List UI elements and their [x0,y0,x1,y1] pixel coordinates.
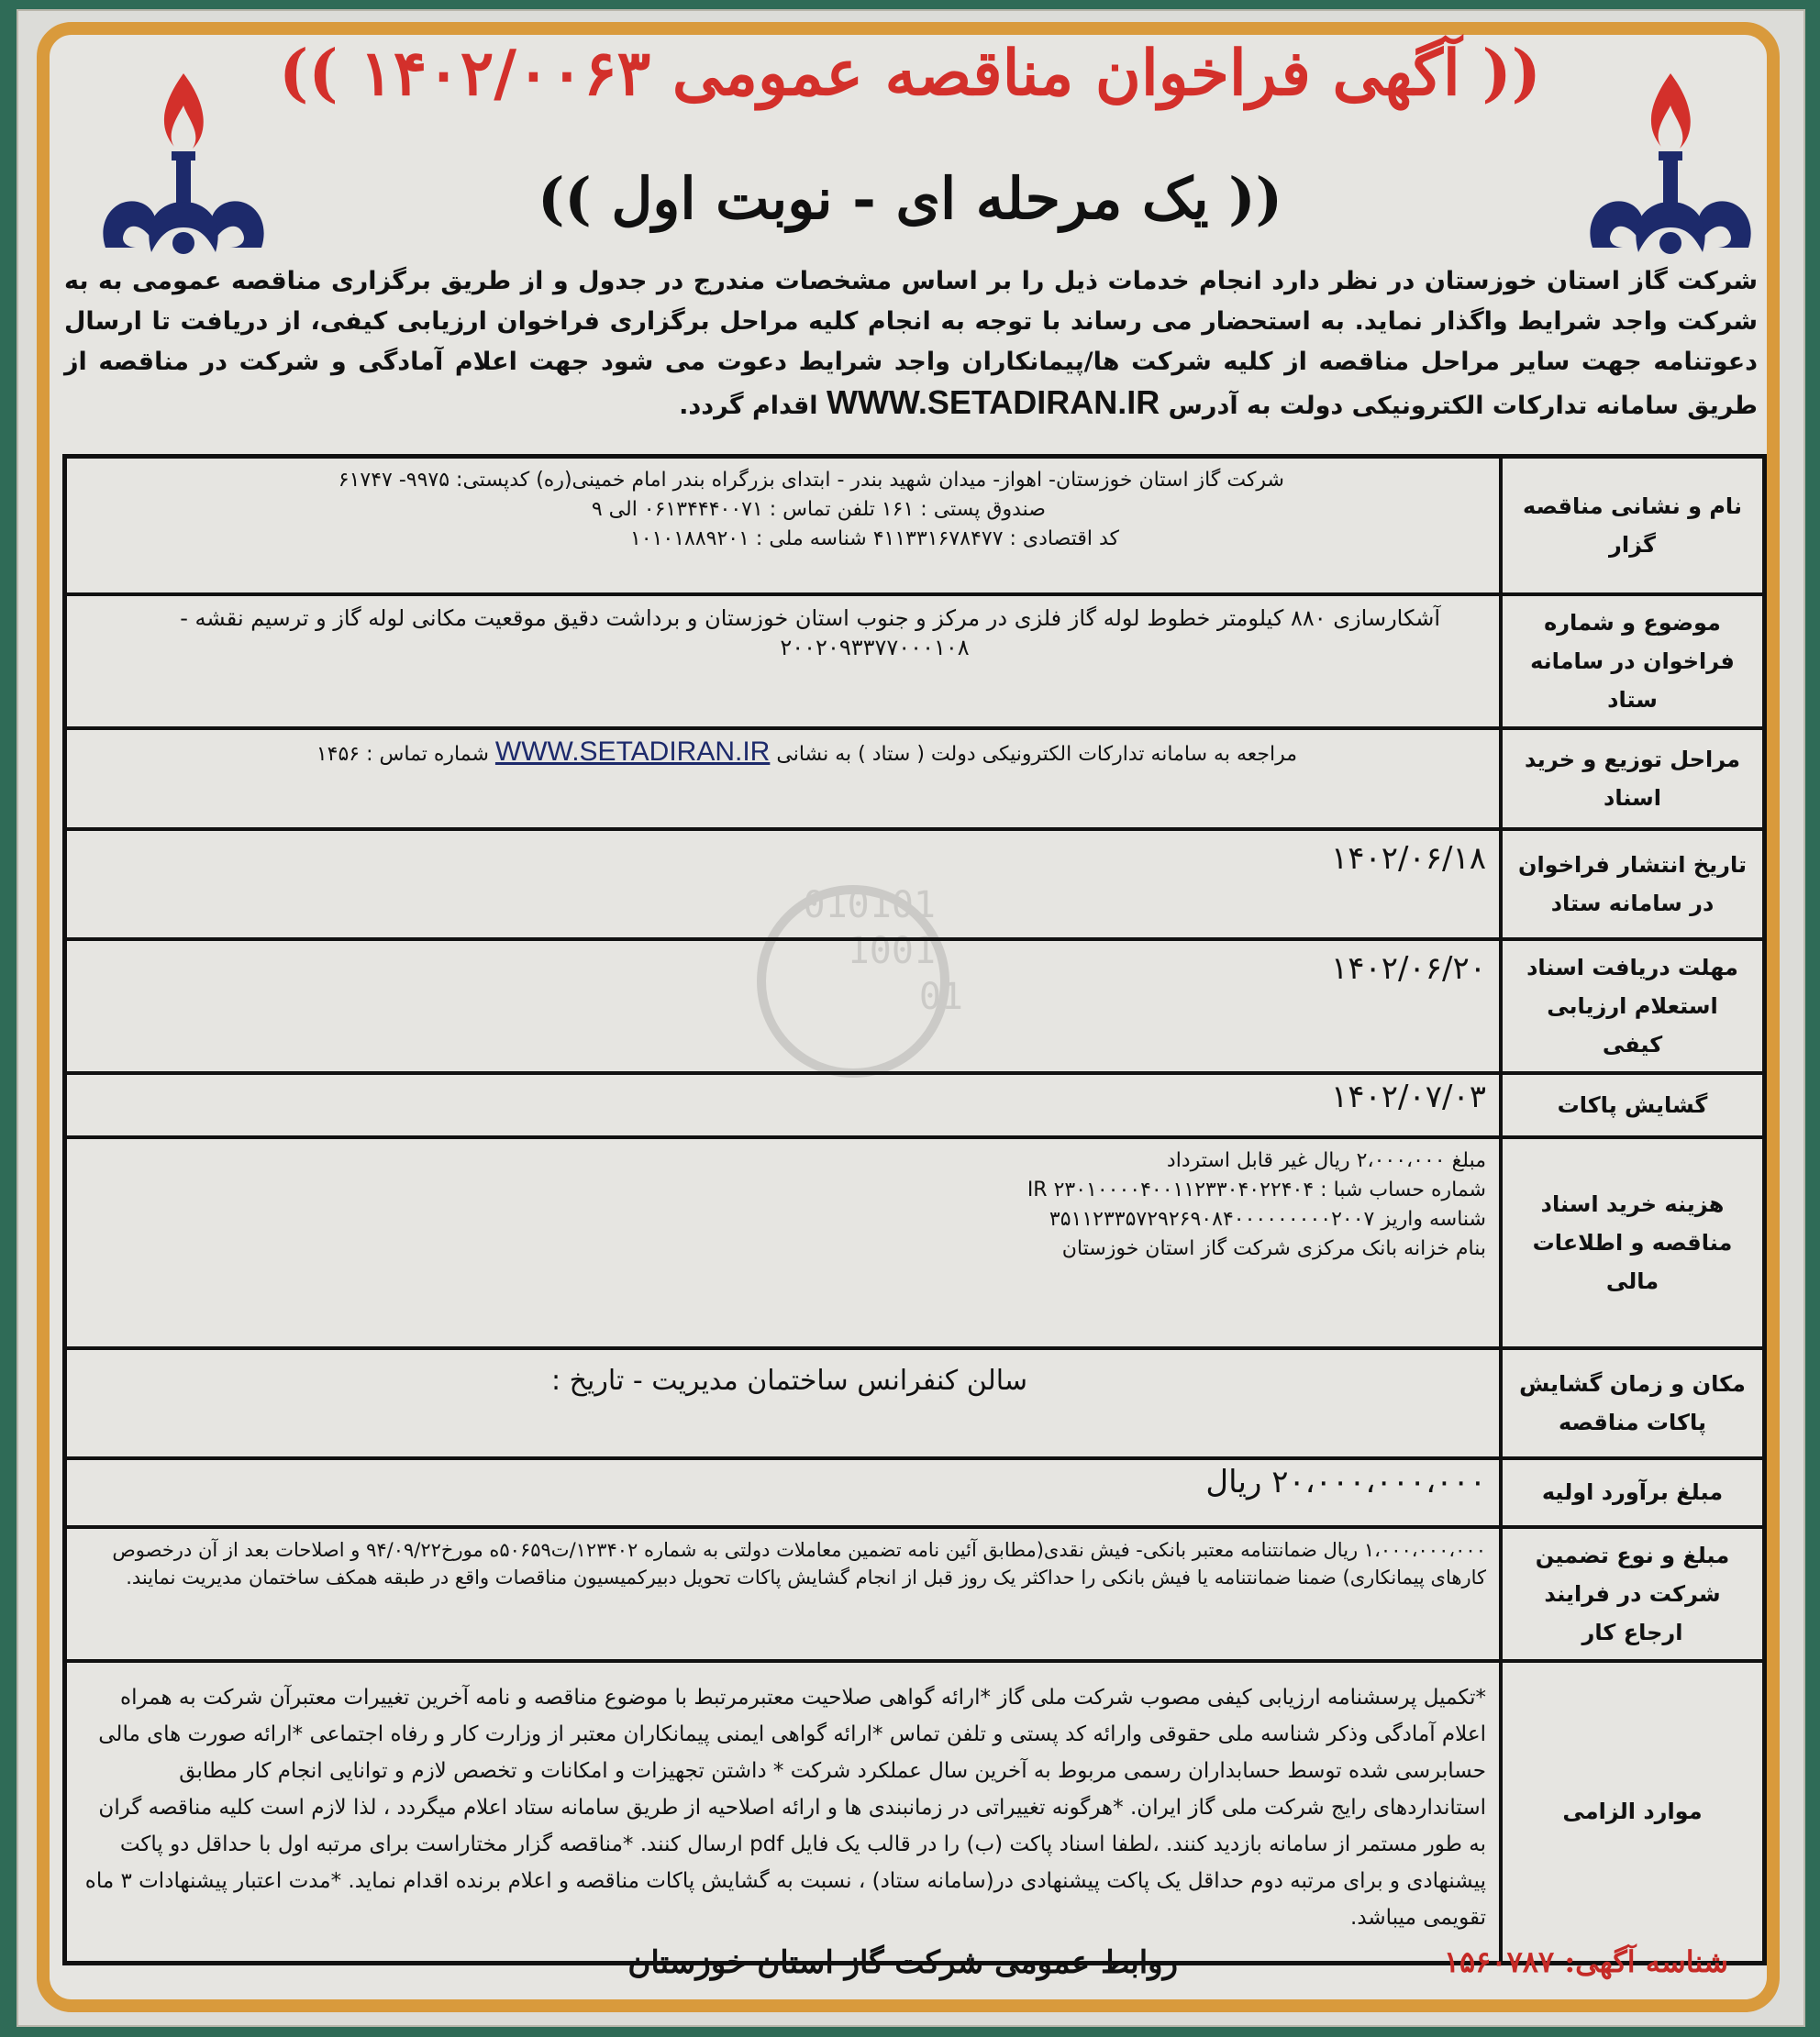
table-row [65,939,1765,1073]
row-label: مهلت دریافت اسناد استعلام ارزیابی کیفی [1501,939,1765,1073]
row-label: مبلغ برآورد اولیه [1501,1458,1765,1527]
row-value [65,728,1502,829]
sheba-number: شماره حساب شبا : IR ۲۳۰۱۰۰۰۰۴۰۰۱۱۲۳۳۰۴۰۲۲۴۰۴ [1027,1178,1486,1201]
svg-text:010101: 010101 [803,884,936,926]
row-label: مکان و زمان گشایش پاکات مناقصه [1501,1348,1765,1458]
account-holder: بنام خزانه بانک مرکزی شرکت گاز استان خوزستان [1061,1236,1486,1260]
publisher-name: روابط عمومی شرکت گاز استان خوزستان [627,1944,1178,1981]
ad-id: شناسه آگهی: ۱۵۶۰۷۸۷ [1443,1944,1728,1979]
row-value [65,1527,1502,1661]
tender-info-table [62,454,1767,1965]
table-row [65,1458,1765,1527]
requirements-text: *تکمیل پرسشنامه ارزیابی کیفی مصوب شرکت ملی گاز *ارائه گواهی صلاحیت معتبرمرتبط با موضوع مناقصه و نامه آخرین تغییرات معتبرآن شرکت به همراه اعلام آمادگی وذکر شناسه ملی حقوقی وارائه کد پستی و تلفن تماس *ارائه گواهی ایمنی پیمانکاران معتبر از وزارت کار و رفاه اجتماعی *ارائه صورت های مالی حسابرسی شده توسط حسابداران رسمی مربوط به آخرین سال عملکرد شرکت * داشتن تجهیزات و امکانات و تخصص لازم و توانایی انجام کار مطابق استانداردهای رایج شرکت ملی گاز ایران. *هرگونه تغییراتی در زمانبندی ها و ارائه اصلاحیه از طریق سامانه ستاد اعلام میگردد ، لذا لازم است کلیه مناقصه گران به طور مستمر از سامانه بازدید کنند. ،لطفا اسناد پاکت (ب) را در قالب یک فایل pdf ارسال کنند. *مناقصه گزار مختاراست برای مرتبه اول با حداقل دو پاکت پیشنهادی و برای مرتبه دوم حداقل یک پاکت پیشنهادی در(سامانه ستاد) ، نسبت به گشایش پاکات مناقصه و اعلام برنده اقدام نماید. *مدت اعتبار پیشنهادات ۳ ماه تقویمی میباشد. [84,1685,1486,1930]
distribution-text: مراجعه به سامانه تدارکات الکترونیکی دولت ( ستاد ) به نشانی [776,742,1297,766]
row-label: موارد الزامی [1501,1661,1765,1964]
subject-line: آشکارسازی ۸۸۰ کیلومتر خطوط لوله گاز فلزی در مرکز و جنوب استان خوزستان و برداشت دقیق موقعیت مکانی لوله گاز و ترسیم نقشه - [180,604,1440,631]
row-value [65,594,1502,728]
svg-text:1001: 1001 [847,930,936,972]
economic-code-line: کد اقتصادی : ۴۱۱۳۳۱۶۷۸۴۷۷ شناسه ملی : ۱۰۱۰۱۸۸۹۲۰۱ [629,527,1119,550]
intro-url: WWW.SETADIRAN.IR [826,383,1160,421]
row-value [65,1661,1502,1964]
address-line: شرکت گاز استان خوزستان- اهواز- میدان شهید بندر - ابتدای بزرگراه بندر امام خمینی(ره) کدپستی: ۹۹۷۵- ۶۱۷۴۷ [338,469,1284,492]
row-label: موضوع و شماره فراخوان در سامانه ستاد [1501,594,1765,728]
guarantee-details: ۱،۰۰۰،۰۰۰،۰۰۰ ریال ضمانتنامه معتبر بانکی- فیش نقدی(مطابق آئین نامه تضمین معاملات دولتی به شماره ۱۲۳۴۰۲/ت۵۰۶۵۹ه مورخ۹۴/۰۹/۲۲ و اصلاحات بعد از آن درخصوص کارهای پیمانکاری) ضمنا ضمانتنامه یا فیش بانکی را حداکثر یک روز قبل از انجام گشایش پاکات تحویل دبیرکمیسیون مناقصات واقع در طبقه همکف ساختمان مدیریت نمایند. [112,1538,1486,1589]
tender-number: ۲۰۰۲۰۹۳۳۷۷۰۰۰۱۰۸ [780,634,970,660]
opening-location: سالن کنفرانس ساختمان مدیریت - تاریخ : [550,1364,1027,1397]
estimated-amount: ۲۰،۰۰۰،۰۰۰،۰۰۰ ریال [1205,1463,1486,1500]
publish-date: ۱۴۰۲/۰۶/۱۸ [1330,839,1486,877]
row-label: مراحل توزیع و خرید اسناد [1501,728,1765,829]
row-value [65,457,1502,594]
table-row [65,1348,1765,1458]
setad-link[interactable]: WWW.SETADIRAN.IR [494,736,771,767]
row-value [65,1348,1502,1458]
payment-id: شناسه واریز ۳۵۱۱۲۳۳۵۷۲۹۲۶۹۰۸۴۰۰۰۰۰۰۰۰۰۲۰۰۷ [1049,1207,1486,1231]
table-row [65,728,1765,829]
row-label: تاریخ انتشار فراخوان در سامانه ستاد [1501,829,1765,939]
table-row [65,1661,1765,1964]
row-label: هزینه خرید اسناد مناقصه و اطلاعات مالی [1501,1137,1765,1348]
ad-title: (( آگهی فراخوان مناقصه عمومی ۱۴۰۲/۰۰۶۳ )) [279,37,1541,110]
table-row [65,457,1765,594]
ad-subtitle: (( یک مرحله ای - نوبت اول )) [538,165,1282,232]
table-row [65,1137,1765,1348]
opening-date: ۱۴۰۲/۰۷/۰۳ [1330,1078,1486,1115]
table-row [65,1527,1765,1661]
row-value [65,1458,1502,1527]
row-value [65,1137,1502,1348]
table-row [65,594,1765,728]
intro-end: اقدام گردد. [679,392,818,420]
row-value [65,1073,1502,1137]
contact-number: شماره تماس : ۱۴۵۶ [316,742,489,766]
row-value [65,829,1502,939]
table-row [65,829,1765,939]
intro-text: شرکت گاز استان خوزستان در نظر دارد انجام خدمات ذیل را بر اساس مشخصات مندرج در جدول و از طریق برگزاری مناقصه عمومی به به شرکت واجد شرایط واگذار نماید. به استحضار می رساند با توجه به انجام کلیه مراحل برگزاری فراخوان ارزیابی کیفی، از دریافت تا ارسال دعوتنامه جهت سایر مراحل مناقصه از کلیه شرکت ها/پیمانکاران واجد شرایط دعوت می شود جهت اعلام آمادگی و شرکت در مناقصه از طریق سامانه تدارکات الکترونیکی دولت به آدرس [64,267,1758,420]
row-value [65,939,1502,1073]
intro-paragraph [64,261,1758,426]
deadline-date: ۱۴۰۲/۰۶/۲۰ [1330,949,1486,987]
contact-line: صندوق پستی : ۱۶۱ تلفن تماس : ۰۶۱۳۴۴۴۰۰۷۱ الی ۹ [591,498,1046,521]
row-label: گشایش پاکات [1501,1073,1765,1137]
document-fee: مبلغ ۲،۰۰۰،۰۰۰ ریال غیر قابل استرداد [1166,1148,1486,1172]
svg-text:01: 01 [918,976,963,1018]
row-label: نام و نشانی مناقصه گزار [1501,457,1765,594]
row-label: مبلغ و نوع تضمین شرکت در فرایند ارجاع کار [1501,1527,1765,1661]
table-row [65,1073,1765,1137]
